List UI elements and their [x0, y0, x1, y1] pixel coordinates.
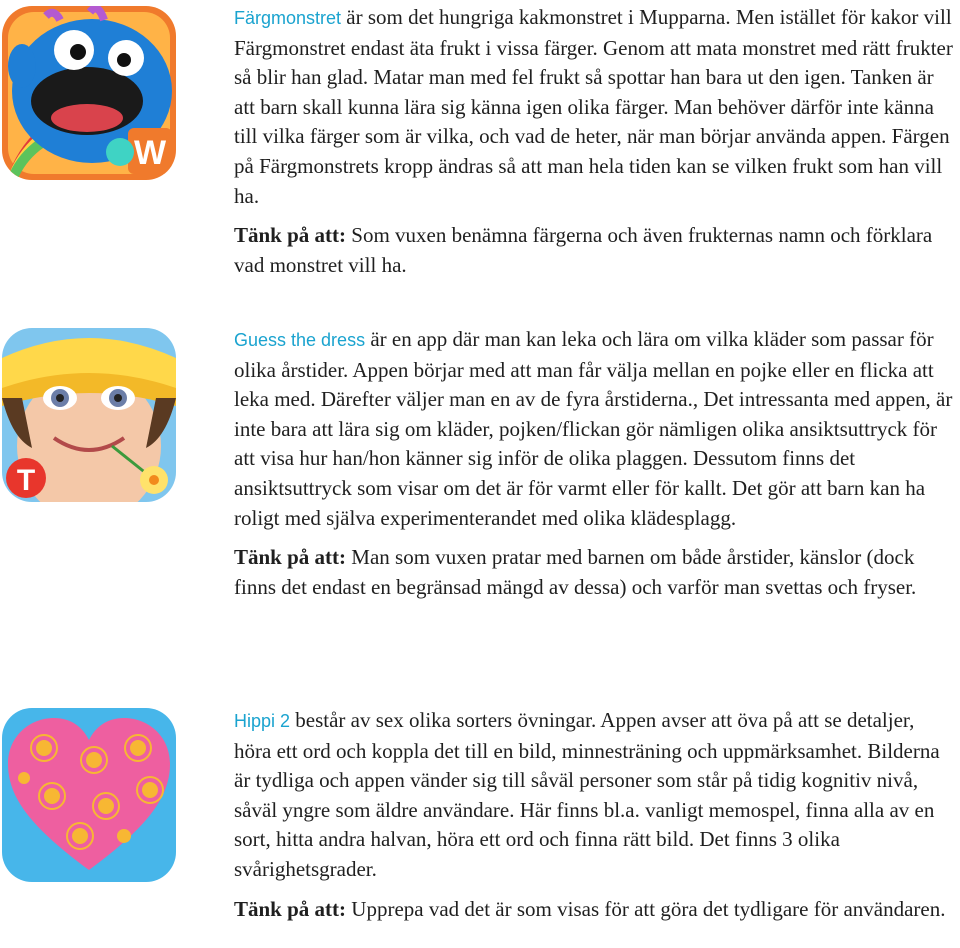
tip-paragraph [234, 895, 956, 925]
pink-heart-app-icon [2, 708, 176, 882]
entry-description [234, 706, 956, 885]
svg-text:T: T [16, 464, 36, 497]
svg-text:W: W [133, 134, 167, 172]
entry-description [234, 3, 956, 211]
entry-text [234, 706, 956, 924]
entry-text [234, 325, 956, 602]
blue-monster-app-icon [2, 6, 176, 180]
tip-paragraph [234, 543, 956, 602]
tip-text: Man som vuxen pratar med barnen om både årstider, känslor (dock finns det endast en begränsad mängd av dessa) och varför man svettas och fryser. [234, 545, 917, 599]
tip-label: Tänk på att: [234, 545, 347, 570]
tip-label: Tänk på att: [234, 896, 347, 921]
description-text: består av sex olika sorters övningar. Appen avser att öva på att se detaljer, höra ett ord och koppla det till en bild, minnesträning och uppmärksamhet. Bilderna är tydliga och appen vänder sig till såväl personer som står på tidig kognitiv nivå, såväl yngre som äldre användare. Här finns bl.a. vanligt memospel, finna alla av en sort, hitta andra halvan, höra ett ord och finna rätt bild. Det finns 3 olika svårighetsgrader. [234, 708, 940, 881]
tip-paragraph [234, 221, 956, 280]
entry-description [234, 325, 956, 533]
entry-text [234, 3, 956, 280]
app-name-link[interactable]: Hippi 2 [234, 711, 291, 731]
description-text: är en app där man kan leka och lära om vilka kläder som passar för olika årstider. Appen börjar med att man får välja mellan en pojke eller en flicka att leka med. Därefter väljer man en av de fyra årstiderna., Det intressanta med appen, är inte bara att lära sig om kläder, pojken/flickan gör nämligen olika ansiktsuttryck för att visa hur han/hon känner sig inför de olika plaggen. Dessutom finns det ansiktsuttryck som visar om det är för varmt eller för kallt. Det gör att barn kan ha roligt med själva experimenterandet med olika klädesplagg. [234, 327, 953, 530]
tip-text: Som vuxen benämna färgerna och även frukternas namn och förklara vad monstret vill ha. [234, 223, 933, 277]
description-text: är som det hungriga kakmonstret i Mupparna. Men istället för kakor vill Färgmonstret endast äta frukt i vissa färger. Genom att mata monstret med rätt frukter så blir han glad. Matar man med fel frukt så spottar han bara ut den igen. Tanken är att barn skall kunna lära sig känna igen olika färger. Man behöver därför inte känna till vilka färger som är vilka, och vad de heter, när man börjar använda appen. Färgen på Färgmonstrets kropp ändras så att man hela tiden kan se vilken frukt som han vill ha. [234, 5, 953, 208]
tip-label: Tänk på att: [234, 223, 347, 248]
girl-with-hat-app-icon [2, 328, 176, 502]
app-name-link[interactable]: Guess the dress [234, 330, 366, 350]
tip-text: Upprepa vad det är som visas för att göra det tydligare för användaren. [346, 896, 946, 921]
app-name-link[interactable]: Färgmonstret [234, 8, 342, 28]
